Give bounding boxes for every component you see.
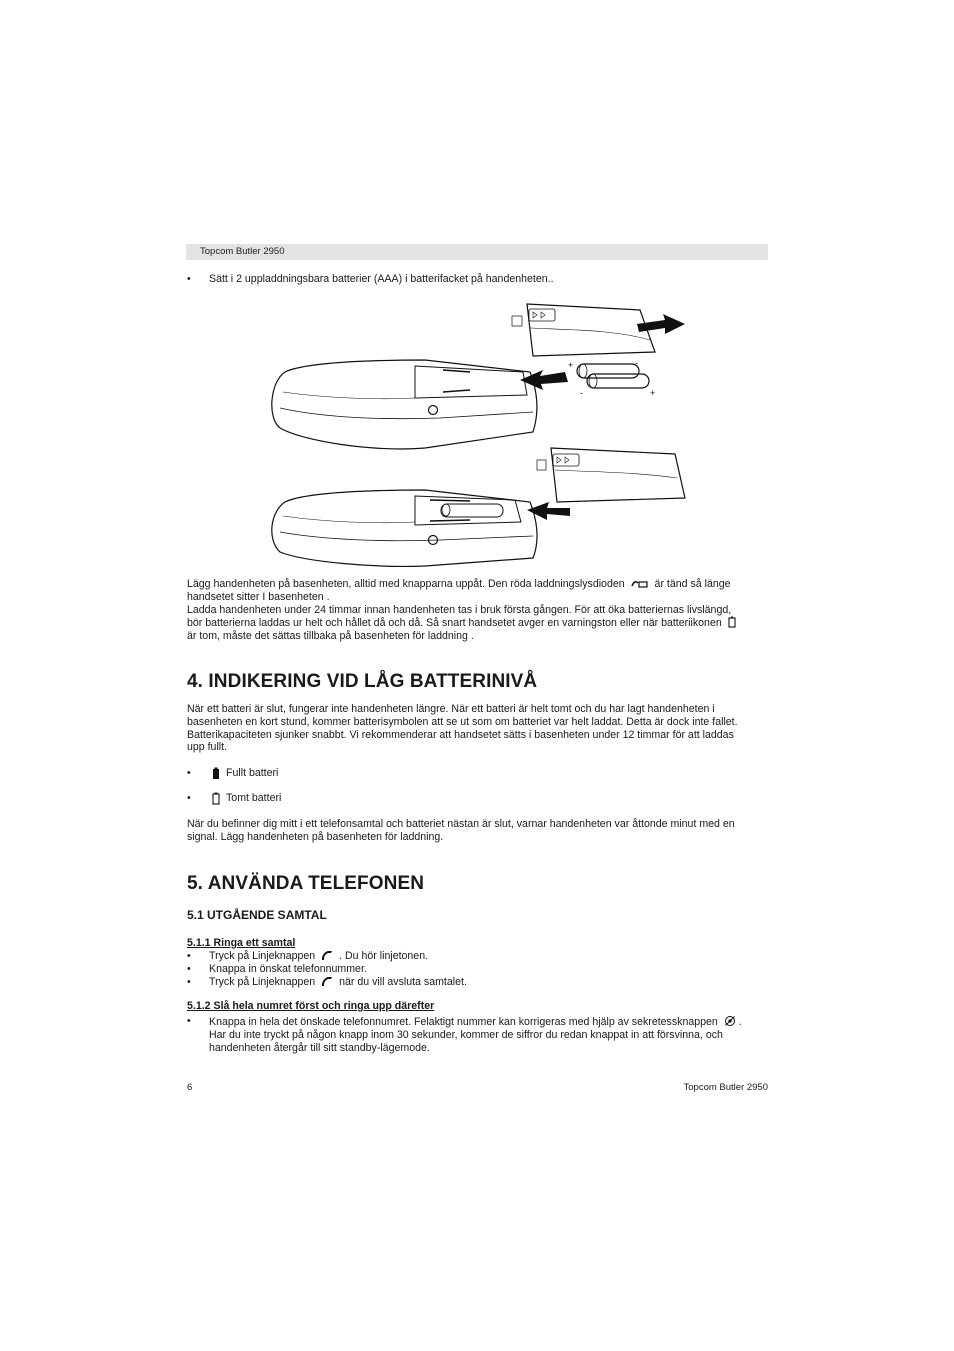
charging-text-2a: Ladda handenheten under 24 timmar innan handenheten tas i bruk första gången. För att öka batteriernas livslängd, bbox=[187, 603, 732, 616]
handset-top-body bbox=[272, 360, 537, 449]
step-4-line-2: Har du inte tryckt på någon knapp inom 30 sekunder, kommer de siffror du redan knappat in att försvinna, och bbox=[209, 1028, 723, 1041]
page-number: 6 bbox=[187, 1082, 193, 1093]
bullet-dot: • bbox=[187, 767, 191, 779]
header-title: Topcom Butler 2950 bbox=[200, 246, 285, 257]
step-4 bbox=[209, 1015, 779, 1054]
bullet-dot: • bbox=[187, 1015, 191, 1027]
privacy-key-icon bbox=[724, 1015, 736, 1027]
battery-aaa-2 bbox=[587, 374, 649, 388]
battery-cover-top bbox=[527, 304, 655, 356]
subsection-5-1-title: 5.1 UTGÅENDE SAMTAL bbox=[187, 908, 327, 922]
section-4-line-2: basenheten en kort stund, kommer batterisymbolen att se ut som om batteriet var helt laddat. Detta är dock inte fallet. bbox=[187, 715, 738, 728]
step-2: Knappa in önskat telefonnummer. bbox=[209, 963, 367, 975]
phone-handset-icon bbox=[321, 976, 333, 987]
bullet-dot: • bbox=[187, 963, 191, 975]
subsection-5-1-1-title: 5.1.1 Ringa ett samtal bbox=[187, 937, 296, 949]
handset-bottom-body bbox=[272, 490, 537, 566]
intro-text: Sätt i 2 uppladdningsbara batterier (AAA) i batterifacket på handenheten.. bbox=[209, 273, 554, 285]
charging-text-2c: är tom, måste det sättas tillbaka på basenheten för laddning . bbox=[187, 630, 474, 643]
battery-aaa-1 bbox=[577, 364, 639, 378]
step-4-line-3: handenheten återgår till sitt standby-lägemode. bbox=[209, 1041, 430, 1054]
minus-mark-2: - bbox=[580, 388, 583, 398]
charging-text-1b: är tänd så länge bbox=[654, 578, 731, 590]
handset-top-line bbox=[283, 392, 415, 399]
battery-empty-icon bbox=[728, 616, 736, 628]
charging-paragraph-1 bbox=[187, 578, 769, 643]
warning-line-1: När du befinner dig mitt i ett telefonsamtal och batteriet nästan är slut, varnar handenheten var åttonde minut med en bbox=[187, 818, 735, 830]
section-4-warning bbox=[187, 818, 769, 844]
handset-top-button bbox=[429, 406, 438, 415]
charging-led-icon bbox=[631, 579, 649, 589]
arrow-right-icon bbox=[637, 314, 685, 334]
plus-mark-1: + bbox=[568, 360, 574, 370]
charging-text-1a: Lägg handenheten på basenheten, alltid med knapparna uppåt. Den röda laddningslysdioden bbox=[187, 578, 625, 590]
section-4-title: 4. INDIKERING VID LÅG BATTERINIVÅ bbox=[187, 671, 538, 692]
step-3 bbox=[209, 976, 467, 989]
plus-mark-2: + bbox=[650, 388, 656, 398]
bullet-dot: • bbox=[187, 976, 191, 988]
step-3-text-a: Tryck på Linjeknappen bbox=[209, 976, 316, 988]
battery-empty-icon bbox=[212, 792, 220, 805]
handset-top-edge bbox=[280, 408, 533, 419]
step-1-text-a: Tryck på Linjeknappen bbox=[209, 950, 316, 962]
battery-cover-bottom bbox=[551, 448, 685, 502]
bullet-dot: • bbox=[187, 792, 191, 804]
phone-handset-icon bbox=[321, 950, 333, 961]
subsection-5-1-2-title: 5.1.2 Slå hela numret först och ringa upp därefter bbox=[187, 1000, 435, 1012]
step-4-text-b: . bbox=[738, 1016, 742, 1028]
empty-battery-label: Tomt batteri bbox=[226, 792, 282, 804]
header-bar bbox=[186, 244, 768, 260]
step-3-text-b: när du vill avsluta samtalet. bbox=[339, 976, 467, 988]
section-4-line-1: När ett batteri är slut, fungerar inte handenheten längre. När ett batteri är helt tomt och du har lagt handenheten i bbox=[187, 703, 715, 715]
arrow-left-icon-2 bbox=[527, 502, 570, 520]
step-1-text-b: . Du hör linjetonen. bbox=[339, 950, 429, 962]
section-4-line-3: Batterikapaciteten sjunker snabbt. Vi rekommenderar att handsetet sätts i basenheten under 12 timmar för att laddas bbox=[187, 728, 734, 741]
full-battery-label: Fullt batteri bbox=[226, 767, 279, 779]
footer-title: Topcom Butler 2950 bbox=[683, 1082, 768, 1093]
minus-mark-1: - bbox=[635, 358, 638, 368]
section-5-title: 5. ANVÄNDA TELEFONEN bbox=[187, 873, 425, 894]
step-4-text-a: Knappa in hela det önskade telefonnumret. Felaktigt nummer kan korrigeras med hjälp av sekretessknappen bbox=[209, 1016, 718, 1028]
step-1 bbox=[209, 950, 428, 963]
bullet-dot: • bbox=[187, 950, 191, 962]
battery-insertion-illustration bbox=[265, 300, 695, 570]
charging-text-2b: bör batterierna laddas ur helt och hållet då och då. Så snart handsetet avger en varningston eller när batteriikonen bbox=[187, 617, 722, 630]
section-4-line-4: upp fullt. bbox=[187, 741, 228, 754]
handset-top-compartment bbox=[415, 366, 527, 398]
charging-text-1c: handsetet sitter I basenheten . bbox=[187, 590, 330, 603]
section-4-paragraph bbox=[187, 703, 769, 754]
warning-line-2: signal. Lägg handenheten på basenheten för laddning. bbox=[187, 830, 444, 843]
battery-full-icon bbox=[212, 767, 220, 780]
arrow-left-icon bbox=[520, 370, 568, 390]
bullet-dot: • bbox=[187, 273, 191, 285]
